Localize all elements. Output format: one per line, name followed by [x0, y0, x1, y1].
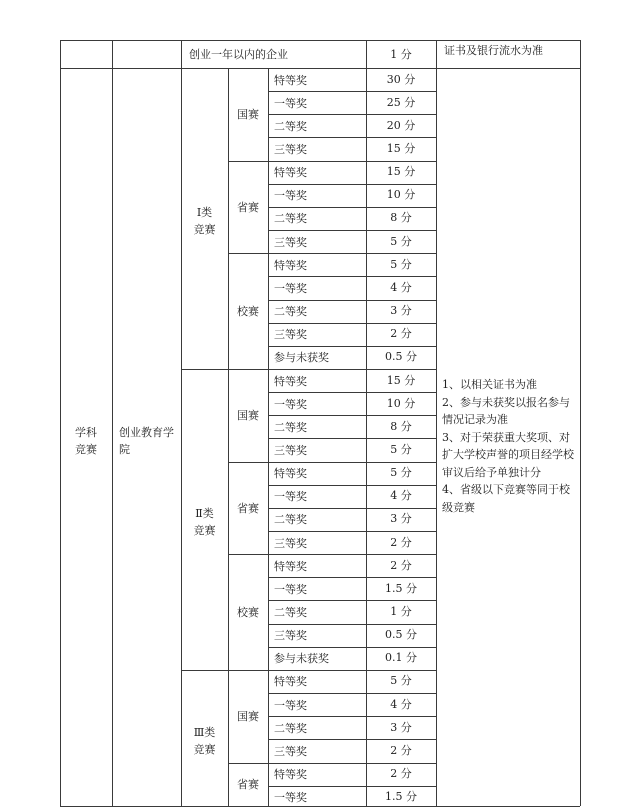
award-label: 特等奖 — [274, 374, 307, 388]
category-label: 学科 竞赛 — [75, 426, 97, 456]
award-score: 0.1 分 — [385, 651, 417, 665]
award-label: 特等奖 — [274, 675, 307, 689]
award-score: 4 分 — [390, 697, 412, 711]
award-row-rule — [268, 577, 436, 578]
award-label: 三等奖 — [274, 443, 307, 457]
award-label: 二等奖 — [274, 420, 307, 434]
award-row-rule — [268, 253, 436, 254]
row-item-label: 创业一年以内的企业 — [189, 48, 288, 61]
award-score: 2 分 — [390, 743, 412, 757]
level-label: 国赛 — [237, 710, 259, 724]
award-row-rule — [268, 624, 436, 625]
class-label: Ⅰ类 竞赛 — [193, 206, 216, 237]
award-label: 一等奖 — [274, 698, 307, 712]
award-label: 参与未获奖 — [274, 351, 329, 365]
award-score: 15 分 — [386, 373, 416, 387]
award-label: 一等奖 — [274, 490, 307, 504]
level-rule — [228, 554, 268, 555]
award-score: 20 分 — [386, 118, 416, 132]
note-item: 1、以相关证书为准 — [442, 378, 537, 391]
col-rule — [436, 40, 437, 806]
award-score: 8 分 — [390, 419, 412, 433]
level-label: 国赛 — [237, 108, 259, 122]
award-score: 4 分 — [390, 280, 412, 294]
award-row-rule — [268, 531, 436, 532]
award-row-rule — [268, 114, 436, 115]
award-label: 二等奖 — [274, 606, 307, 620]
award-row-rule — [268, 91, 436, 92]
award-row-rule — [268, 462, 436, 463]
class-label: Ⅱ类 竞赛 — [193, 507, 216, 538]
award-score: 3 分 — [390, 720, 412, 734]
award-row-rule — [268, 276, 436, 277]
award-label: 三等奖 — [274, 536, 307, 550]
award-score: 25 分 — [386, 95, 416, 109]
award-score: 5 分 — [390, 466, 412, 480]
award-score: 3 分 — [390, 304, 412, 318]
award-score: 15 分 — [386, 142, 416, 156]
award-label: 一等奖 — [274, 281, 307, 295]
award-label: 三等奖 — [274, 235, 307, 249]
level-label: 省赛 — [237, 778, 259, 792]
award-score: 5 分 — [390, 442, 412, 456]
award-label: 特等奖 — [274, 73, 307, 87]
award-label: 三等奖 — [274, 328, 307, 342]
award-score: 2 分 — [390, 327, 412, 341]
level-rule — [228, 253, 268, 254]
award-label: 三等奖 — [274, 629, 307, 643]
row-score: 1 分 — [390, 48, 412, 61]
award-score: 0.5 分 — [385, 350, 417, 364]
award-row-rule — [268, 300, 436, 301]
award-row-rule — [268, 415, 436, 416]
award-score: 3 分 — [390, 512, 412, 526]
row-note: 证书及银行流水为准 — [444, 44, 543, 57]
award-label: 参与未获奖 — [274, 652, 329, 666]
bottom-border — [60, 806, 580, 807]
col-rule — [112, 40, 113, 806]
award-label: 二等奖 — [274, 305, 307, 319]
award-row-rule — [268, 137, 436, 138]
award-score: 2 分 — [390, 535, 412, 549]
award-row-rule — [268, 693, 436, 694]
top-border — [60, 40, 580, 41]
award-score: 0.5 分 — [385, 628, 417, 642]
award-row-rule — [268, 230, 436, 231]
award-row-rule — [268, 554, 436, 555]
award-row-rule — [268, 786, 436, 787]
level-label: 省赛 — [237, 200, 259, 214]
award-label: 二等奖 — [274, 721, 307, 735]
note-item: 3、对于荣获重大奖项、对扩大学校声誉的项目经学校审议后给予单独计分 — [442, 430, 574, 479]
level-rule — [228, 161, 268, 162]
award-row-rule — [268, 392, 436, 393]
award-label: 特等奖 — [274, 467, 307, 481]
award-score: 15 分 — [386, 165, 416, 179]
award-label: 特等奖 — [274, 166, 307, 180]
award-score: 1.5 分 — [385, 790, 417, 804]
class-rule — [181, 369, 228, 370]
level-label: 校赛 — [237, 305, 259, 319]
award-label: 二等奖 — [274, 212, 307, 226]
award-row-rule — [268, 647, 436, 648]
award-row-rule — [268, 346, 436, 347]
award-label: 特等奖 — [274, 258, 307, 272]
col-rule — [181, 40, 182, 806]
award-row-rule — [268, 207, 436, 208]
left-border — [60, 40, 61, 806]
award-score: 30 分 — [386, 72, 416, 86]
level-rule — [228, 763, 268, 764]
note-item: 4、省级以下竞赛等同于校级竞赛 — [442, 483, 570, 514]
level-rule — [228, 462, 268, 463]
level-rule — [228, 369, 268, 370]
award-row-rule — [268, 716, 436, 717]
award-score: 4 分 — [390, 489, 412, 503]
award-label: 三等奖 — [274, 143, 307, 157]
award-score: 5 分 — [390, 674, 412, 688]
award-label: 三等奖 — [274, 744, 307, 758]
award-label: 一等奖 — [274, 791, 307, 805]
level-label: 校赛 — [237, 606, 259, 620]
level-label: 国赛 — [237, 409, 259, 423]
award-label: 特等奖 — [274, 768, 307, 782]
class-rule — [181, 670, 228, 671]
award-score: 8 分 — [390, 211, 412, 225]
award-label: 二等奖 — [274, 513, 307, 527]
right-border — [580, 40, 581, 806]
award-score: 10 分 — [386, 396, 416, 410]
award-score: 2 分 — [390, 767, 412, 781]
col-rule — [366, 40, 367, 806]
award-label: 特等奖 — [274, 559, 307, 573]
award-row-rule — [268, 184, 436, 185]
award-row-rule — [268, 369, 436, 370]
award-row-rule — [268, 763, 436, 764]
award-row-rule — [268, 161, 436, 162]
award-label: 二等奖 — [274, 119, 307, 133]
award-label: 一等奖 — [274, 582, 307, 596]
award-label: 一等奖 — [274, 189, 307, 203]
award-row-rule — [268, 438, 436, 439]
award-score: 5 分 — [390, 257, 412, 271]
col-rule — [268, 68, 269, 806]
award-score: 1.5 分 — [385, 581, 417, 595]
class-label: Ⅲ类 竞赛 — [193, 725, 216, 756]
award-row-rule — [268, 508, 436, 509]
col-rule — [228, 68, 229, 806]
level-rule — [228, 670, 268, 671]
level-label: 省赛 — [237, 501, 259, 515]
note-item: 2、参与未获奖以报名参与情况记录为准 — [442, 395, 570, 426]
award-row-rule — [268, 600, 436, 601]
award-score: 1 分 — [390, 605, 412, 619]
department-label: 创业教育学 院 — [119, 426, 174, 456]
award-row-rule — [268, 323, 436, 324]
award-score: 5 分 — [390, 234, 412, 248]
award-row-rule — [268, 670, 436, 671]
award-label: 一等奖 — [274, 96, 307, 110]
award-row-rule — [268, 485, 436, 486]
award-score: 10 分 — [386, 188, 416, 202]
award-score: 2 分 — [390, 558, 412, 572]
award-label: 一等奖 — [274, 397, 307, 411]
row-divider — [60, 68, 580, 69]
award-row-rule — [268, 739, 436, 740]
